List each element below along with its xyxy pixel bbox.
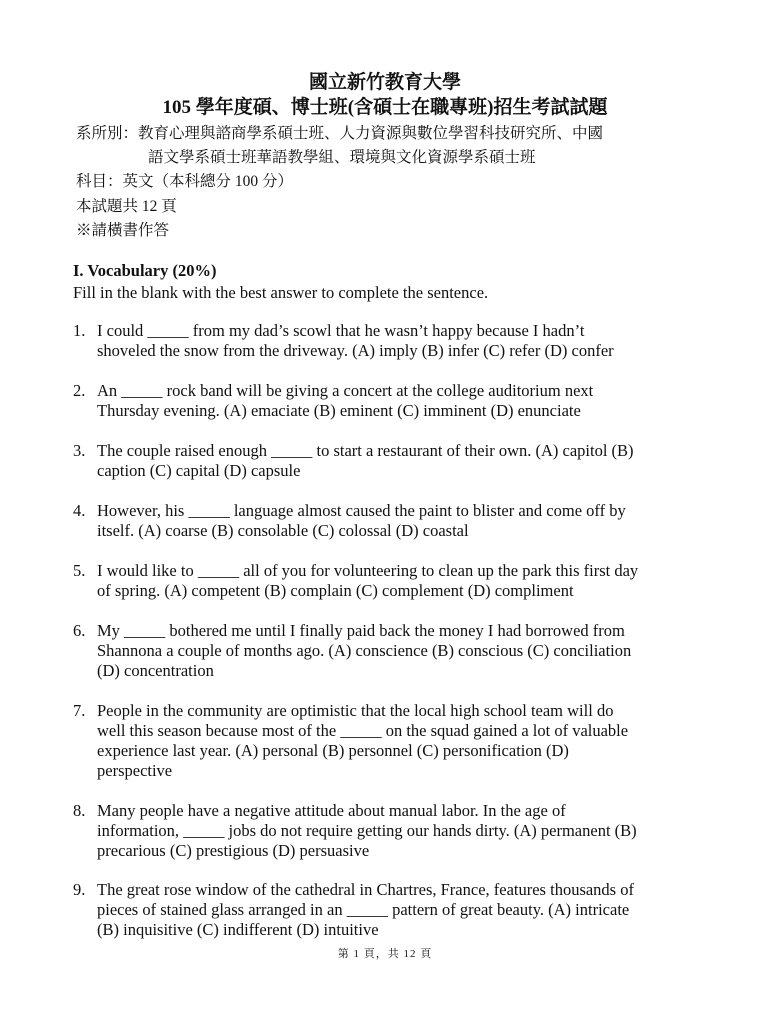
question-text-line: experience last year. (A) personal (B) personnel (C) personification (D): [97, 741, 569, 760]
question-number: 8.: [73, 801, 86, 820]
question-text-line: People in the community are optimistic that the local high school team will do: [97, 701, 614, 720]
question-5: [73, 561, 713, 601]
exam-title: 105 學年度碩、博士班(含碩士在職專班)招生考試試題: [162, 97, 608, 118]
question-number: 7.: [73, 701, 86, 720]
question-text-line: pieces of stained glass arranged in an _____ pattern of great beauty. (A) intricate: [97, 900, 630, 919]
question-text-line: I would like to _____ all of you for volunteering to clean up the park this first day: [97, 561, 639, 580]
section-heading: I. Vocabulary (20%): [73, 261, 217, 280]
question-text-line: well this season because most of the _____ on the squad gained a lot of valuable: [97, 721, 629, 740]
question-text-line: However, his _____ language almost caused the paint to blister and come off by: [97, 501, 626, 520]
question-text-line: An _____ rock band will be giving a concert at the college auditorium next: [97, 381, 594, 400]
question-number: 3.: [73, 441, 86, 460]
question-text-line: Shannona a couple of months ago. (A) conscience (B) conscious (C) conciliation: [97, 641, 632, 660]
question-text-line: itself. (A) coarse (B) consolable (C) colossal (D) coastal: [97, 521, 469, 540]
question-text-line: I could _____ from my dad’s scowl that he wasn’t happy because I hadn’t: [97, 321, 585, 340]
question-7: [73, 701, 713, 781]
question-text-line: information, _____ jobs do not require getting our hands dirty. (A) permanent (B): [97, 821, 637, 840]
page-footer: 第 1 頁，共 12 頁: [337, 948, 433, 960]
question-text-line: perspective: [97, 761, 173, 780]
question-text-line: (D) concentration: [97, 661, 214, 680]
question-text-line: shoveled the snow from the driveway. (A) imply (B) infer (C) refer (D) confer: [97, 341, 614, 360]
question-3: [73, 441, 713, 481]
question-number: 4.: [73, 501, 86, 520]
instruction-note: ※請橫書作答: [76, 222, 170, 239]
page-count-line: 本試題共 12 頁: [76, 198, 177, 215]
question-text-line: My _____ bothered me until I finally paid back the money I had borrowed from: [97, 621, 625, 640]
question-4: [73, 501, 713, 541]
question-number: 6.: [73, 621, 86, 640]
question-number: 1.: [73, 321, 86, 340]
subject-line: 科目：英文（本科總分 100 分）: [76, 173, 294, 190]
question-text-line: (B) inquisitive (C) indifferent (D) intuitive: [97, 920, 379, 939]
question-text-line: Many people have a negative attitude about manual labor. In the age of: [97, 801, 566, 820]
question-text-line: of spring. (A) competent (B) complain (C) complement (D) compliment: [97, 581, 574, 600]
question-number: 5.: [73, 561, 86, 580]
question-text-line: precarious (C) prestigious (D) persuasive: [97, 841, 370, 860]
question-text-line: caption (C) capital (D) capsule: [97, 461, 301, 480]
departments-line-1: 系所別：教育心理與諮商學系碩士班、人力資源與數位學習科技研究所、中國: [76, 125, 604, 142]
question-8: [73, 801, 713, 861]
question-number: 9.: [73, 880, 86, 899]
departments-line-2: 語文學系碩士班華語教學組、環境與文化資源學系碩士班: [148, 149, 536, 166]
question-6: [73, 621, 713, 681]
question-1: [73, 321, 713, 361]
question-text-line: The great rose window of the cathedral in Chartres, France, features thousands of: [97, 880, 634, 899]
question-9: [73, 880, 713, 940]
question-text-line: Thursday evening. (A) emaciate (B) eminent (C) imminent (D) enunciate: [97, 401, 581, 420]
question-2: [73, 381, 713, 421]
question-number: 2.: [73, 381, 86, 400]
university-title: 國立新竹教育大學: [308, 72, 461, 93]
question-text-line: The couple raised enough _____ to start a restaurant of their own. (A) capitol (B): [97, 441, 634, 460]
section-instruction: Fill in the blank with the best answer to complete the sentence.: [73, 283, 489, 302]
